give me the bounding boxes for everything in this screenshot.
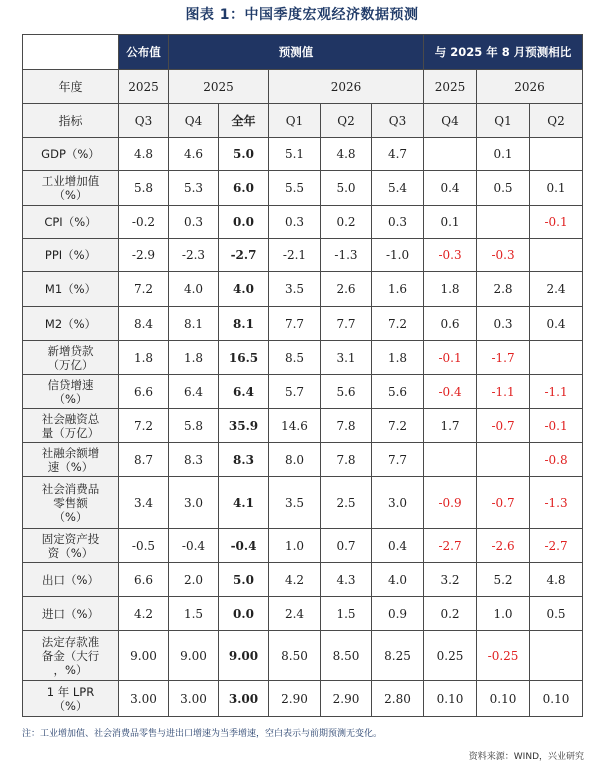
table-cell: 1.5 [169,597,219,631]
table-cell: 4.2 [119,597,169,631]
table-cell: 0.3 [269,206,321,239]
table-cell [530,138,583,171]
table-cell: 1.0 [269,529,321,563]
year-2025-forecast: 2025 [169,70,269,104]
forecast-table-wrap [22,34,582,717]
table-cell: -0.3 [424,239,477,272]
table-cell [530,239,583,272]
table-cell: 2.6 [321,272,372,307]
table-cell: 3.00 [119,681,169,717]
table-cell: 4.8 [119,138,169,171]
table-row [23,375,583,409]
year-2026-change: 2026 [477,70,583,104]
quarter-q3-2025-published: Q3 [119,104,169,138]
table-cell: 3.5 [269,477,321,529]
table-cell: 4.0 [372,563,424,597]
table-cell: -0.4 [169,529,219,563]
table-cell: 0.25 [424,631,477,681]
table-cell: 5.5 [269,171,321,206]
table-cell: 5.8 [119,171,169,206]
table-cell: 0.3 [477,307,530,341]
table-cell: 7.8 [321,409,372,443]
table-cell: 0.9 [372,597,424,631]
forecast-table [22,34,583,717]
table-cell: 9.00 [219,631,269,681]
table-cell: 6.6 [119,563,169,597]
table-row [23,138,583,171]
table-cell: 8.0 [269,443,321,477]
table-cell: 2.4 [530,272,583,307]
row-label: 工业增加值 （%） [23,171,119,206]
table-cell: -0.4 [424,375,477,409]
table-cell: 9.00 [169,631,219,681]
table-cell: 0.6 [424,307,477,341]
table-cell: 5.0 [219,563,269,597]
table-cell: 8.1 [169,307,219,341]
row-label: CPI（%） [23,206,119,239]
table-cell: 0.1 [530,171,583,206]
table-cell: -2.7 [219,239,269,272]
table-cell: 3.2 [424,563,477,597]
table-cell: -0.2 [119,206,169,239]
table-cell: 0.4 [372,529,424,563]
table-cell: 3.1 [321,341,372,375]
table-row [23,597,583,631]
table-row [23,341,583,375]
year-label: 年度 [23,70,119,104]
table-cell: 5.3 [169,171,219,206]
table-cell: -0.4 [219,529,269,563]
header-change-vs-aug: 与 2025 年 8 月预测相比 [424,35,583,70]
table-cell: 5.1 [269,138,321,171]
row-label: 信贷增速 （%） [23,375,119,409]
table-cell: 4.8 [321,138,372,171]
table-row [23,631,583,681]
table-cell: 0.4 [530,307,583,341]
table-cell: -2.9 [119,239,169,272]
row-label: 进口（%） [23,597,119,631]
table-cell: -0.8 [530,443,583,477]
row-label: 社会融资总 量（万亿） [23,409,119,443]
table-cell: 7.7 [372,443,424,477]
table-cell: 1.0 [477,597,530,631]
quarter-q4-2025-change: Q4 [424,104,477,138]
table-cell: 2.5 [321,477,372,529]
table-cell: 8.50 [321,631,372,681]
row-label: PPI（%） [23,239,119,272]
table-cell: 5.7 [269,375,321,409]
table-cell: 6.6 [119,375,169,409]
table-cell: -0.5 [119,529,169,563]
table-cell: 5.2 [477,563,530,597]
table-cell [424,138,477,171]
table-cell: -1.0 [372,239,424,272]
year-2025-change: 2025 [424,70,477,104]
table-cell: 9.00 [119,631,169,681]
table-cell: 8.3 [219,443,269,477]
table-cell: 0.10 [530,681,583,717]
table-cell: 0.4 [424,171,477,206]
table-cell: -1.7 [477,341,530,375]
table-cell: 8.4 [119,307,169,341]
page-title: 图表 1：中国季度宏观经济数据预测 [185,7,419,23]
table-cell: 6.4 [219,375,269,409]
table-cell: 8.25 [372,631,424,681]
table-cell: -2.1 [269,239,321,272]
table-cell: 1.7 [424,409,477,443]
table-cell: 2.8 [477,272,530,307]
table-cell: -0.1 [530,206,583,239]
table-cell: 0.2 [424,597,477,631]
table-cell: 3.00 [219,681,269,717]
quarter-q1-2026-change: Q1 [477,104,530,138]
table-cell: 3.4 [119,477,169,529]
row-label: GDP（%） [23,138,119,171]
table-cell: 1.8 [372,341,424,375]
table-body [23,138,583,717]
table-row [23,409,583,443]
table-cell: 2.4 [269,597,321,631]
table-cell: 0.1 [477,138,530,171]
table-cell: 0.5 [477,171,530,206]
table-cell: 0.7 [321,529,372,563]
table-cell: -0.3 [477,239,530,272]
table-cell: 6.0 [219,171,269,206]
table-cell: 4.6 [169,138,219,171]
table-cell: 5.4 [372,171,424,206]
table-cell: 4.2 [269,563,321,597]
table-row [23,529,583,563]
table-cell: 0.0 [219,206,269,239]
table-cell: -2.3 [169,239,219,272]
table-row [23,681,583,717]
table-cell: 1.6 [372,272,424,307]
table-cell: 5.0 [219,138,269,171]
quarter-q2-2026: Q2 [321,104,372,138]
table-cell: 4.3 [321,563,372,597]
table-cell: 4.1 [219,477,269,529]
table-row [23,563,583,597]
table-cell: 0.1 [424,206,477,239]
quarter-q4-2025: Q4 [169,104,219,138]
table-cell: 16.5 [219,341,269,375]
table-cell: 4.8 [530,563,583,597]
table-cell: 7.7 [321,307,372,341]
year-2025-published: 2025 [119,70,169,104]
row-label: M1（%） [23,272,119,307]
table-cell: 8.5 [269,341,321,375]
table-cell [530,631,583,681]
table-cell: -2.7 [424,529,477,563]
table-cell: 1.8 [424,272,477,307]
table-cell: -0.1 [424,341,477,375]
table-row [23,171,583,206]
table-row [23,307,583,341]
table-cell: 1.8 [119,341,169,375]
table-cell: 0.2 [321,206,372,239]
row-label: 法定存款准 备金（大行 ，%） [23,631,119,681]
table-cell: -1.1 [530,375,583,409]
table-cell [424,443,477,477]
table-cell: 8.7 [119,443,169,477]
table-cell: 2.90 [321,681,372,717]
table-cell: 7.7 [269,307,321,341]
row-label: 1 年 LPR （%） [23,681,119,717]
table-cell: 0.3 [372,206,424,239]
table-cell: 5.0 [321,171,372,206]
row-label: 社会消费品 零售额 （%） [23,477,119,529]
table-cell: 14.6 [269,409,321,443]
table-cell: 5.8 [169,409,219,443]
table-row [23,206,583,239]
table-cell: 3.00 [169,681,219,717]
table-cell: 7.8 [321,443,372,477]
table-cell: 5.6 [372,375,424,409]
row-label: 社融余额增 速（%） [23,443,119,477]
table-cell [477,443,530,477]
quarter-full-year-2025: 全年 [219,104,269,138]
table-cell: 4.0 [219,272,269,307]
table-cell: 7.2 [119,272,169,307]
year-2026-forecast: 2026 [269,70,424,104]
table-cell: 5.6 [321,375,372,409]
indicator-label: 指标 [23,104,119,138]
table-cell: 0.0 [219,597,269,631]
table-cell: 8.1 [219,307,269,341]
table-cell: 3.0 [169,477,219,529]
table-row [23,477,583,529]
row-label: 固定资产投 资（%） [23,529,119,563]
row-label: M2（%） [23,307,119,341]
quarter-q2-2026-change: Q2 [530,104,583,138]
table-cell: 3.5 [269,272,321,307]
table-cell: -2.7 [530,529,583,563]
table-row [23,443,583,477]
source-note: 资料来源：WIND，兴业研究 [468,752,584,762]
header-corner [23,35,119,70]
table-cell: -2.6 [477,529,530,563]
quarter-q1-2026: Q1 [269,104,321,138]
table-cell: 0.10 [477,681,530,717]
table-cell: 8.50 [269,631,321,681]
table-cell: 6.4 [169,375,219,409]
table-cell: 0.3 [169,206,219,239]
table-cell [477,206,530,239]
table-cell: -0.7 [477,409,530,443]
row-label: 新增贷款 （万亿） [23,341,119,375]
table-cell: 2.80 [372,681,424,717]
table-cell: 35.9 [219,409,269,443]
table-cell: -0.1 [530,409,583,443]
table-cell: 4.7 [372,138,424,171]
table-cell: -0.7 [477,477,530,529]
table-cell: 1.5 [321,597,372,631]
table-cell: 7.2 [372,409,424,443]
table-cell: 8.3 [169,443,219,477]
footnote: 注：工业增加值、社会消费品零售与进出口增速为当季增速，空白表示与前期预测无变化。 [22,729,383,739]
table-cell: 4.0 [169,272,219,307]
row-label: 出口（%） [23,563,119,597]
table-cell: -0.9 [424,477,477,529]
table-cell: -1.1 [477,375,530,409]
table-cell: 0.5 [530,597,583,631]
table-cell: -0.25 [477,631,530,681]
header-published: 公布值 [119,35,169,70]
table-cell: 3.0 [372,477,424,529]
header-forecast: 预测值 [169,35,424,70]
table-cell [530,341,583,375]
table-cell: 2.0 [169,563,219,597]
table-cell: 1.8 [169,341,219,375]
table-cell: 0.10 [424,681,477,717]
table-cell: -1.3 [321,239,372,272]
quarter-q3-2026: Q3 [372,104,424,138]
table-row [23,272,583,307]
table-cell: 7.2 [119,409,169,443]
table-cell: 7.2 [372,307,424,341]
table-cell: -1.3 [530,477,583,529]
table-cell: 2.90 [269,681,321,717]
table-row [23,239,583,272]
